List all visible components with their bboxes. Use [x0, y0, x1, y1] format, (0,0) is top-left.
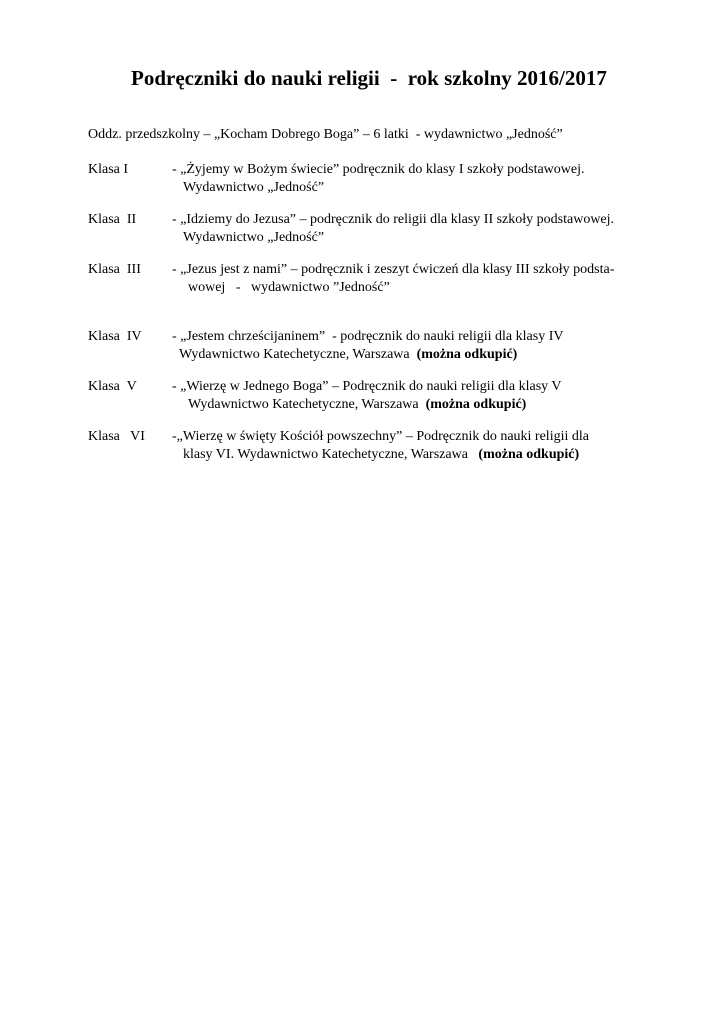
entry-note: (można odkupić)	[416, 347, 518, 362]
entry-publisher: Wydawnictwo Katechetyczne, Warszawa	[188, 397, 426, 412]
entry-note: (można odkupić)	[478, 447, 580, 462]
entry-line1-klasa-1: - „Żyjemy w Bożym świecie” podręcznik do klasy I szkoły podstawowej.	[172, 162, 585, 177]
entry-publisher: klasy VI. Wydawnictwo Katechetyczne, Warszawa	[183, 447, 479, 462]
entry-line2-klasa-3	[188, 281, 390, 295]
entry-line1-klasa-2: - „Idziemy do Jezusa” – podręcznik do religii dla klasy II szkoły podstawowej.	[172, 212, 615, 227]
entry-label-klasa-3: Klasa III	[88, 262, 141, 277]
entry-label-klasa-6: Klasa VI	[88, 429, 145, 444]
entry-line1-klasa-4: - „Jestem chrześcijaninem” - podręcznik do nauki religii dla klasy IV	[172, 329, 564, 344]
entry-label-klasa-1: Klasa I	[88, 162, 129, 177]
entry-label-klasa-5: Klasa V	[88, 379, 137, 394]
entry-publisher: Wydawnictwo „Jedność”	[183, 230, 325, 245]
entry-line2-klasa-2	[183, 231, 324, 245]
entry-line1-klasa-6: -„Wierzę w święty Kościół powszechny” – Podręcznik do nauki religii dla	[172, 429, 589, 444]
page-title: Podręczniki do nauki religii - rok szkolny 2016/2017	[131, 66, 607, 90]
entry-line2-klasa-6	[183, 448, 579, 462]
entry-publisher: Wydawnictwo Katechetyczne, Warszawa	[179, 347, 417, 362]
entry-line2-klasa-5	[188, 398, 526, 412]
entry-line2-klasa-4	[179, 348, 517, 362]
entry-publisher: wowej - wydawnictwo ”Jedność”	[188, 280, 390, 295]
entry-line1-klasa-5: - „Wierzę w Jednego Boga” – Podręcznik do nauki religii dla klasy V	[172, 379, 562, 394]
entry-label-klasa-4: Klasa IV	[88, 329, 142, 344]
entry-note: (można odkupić)	[425, 397, 527, 412]
intro-line: Oddz. przedszkolny – „Kocham Dobrego Boga” – 6 latki - wydawnictwo „Jedność”	[88, 127, 563, 142]
entry-line1-klasa-3: - „Jezus jest z nami” – podręcznik i zeszyt ćwiczeń dla klasy III szkoły podsta-	[172, 262, 615, 277]
entry-label-klasa-2: Klasa II	[88, 212, 137, 227]
entry-publisher: Wydawnictwo „Jedność”	[183, 180, 325, 195]
entry-line2-klasa-1	[183, 181, 324, 195]
